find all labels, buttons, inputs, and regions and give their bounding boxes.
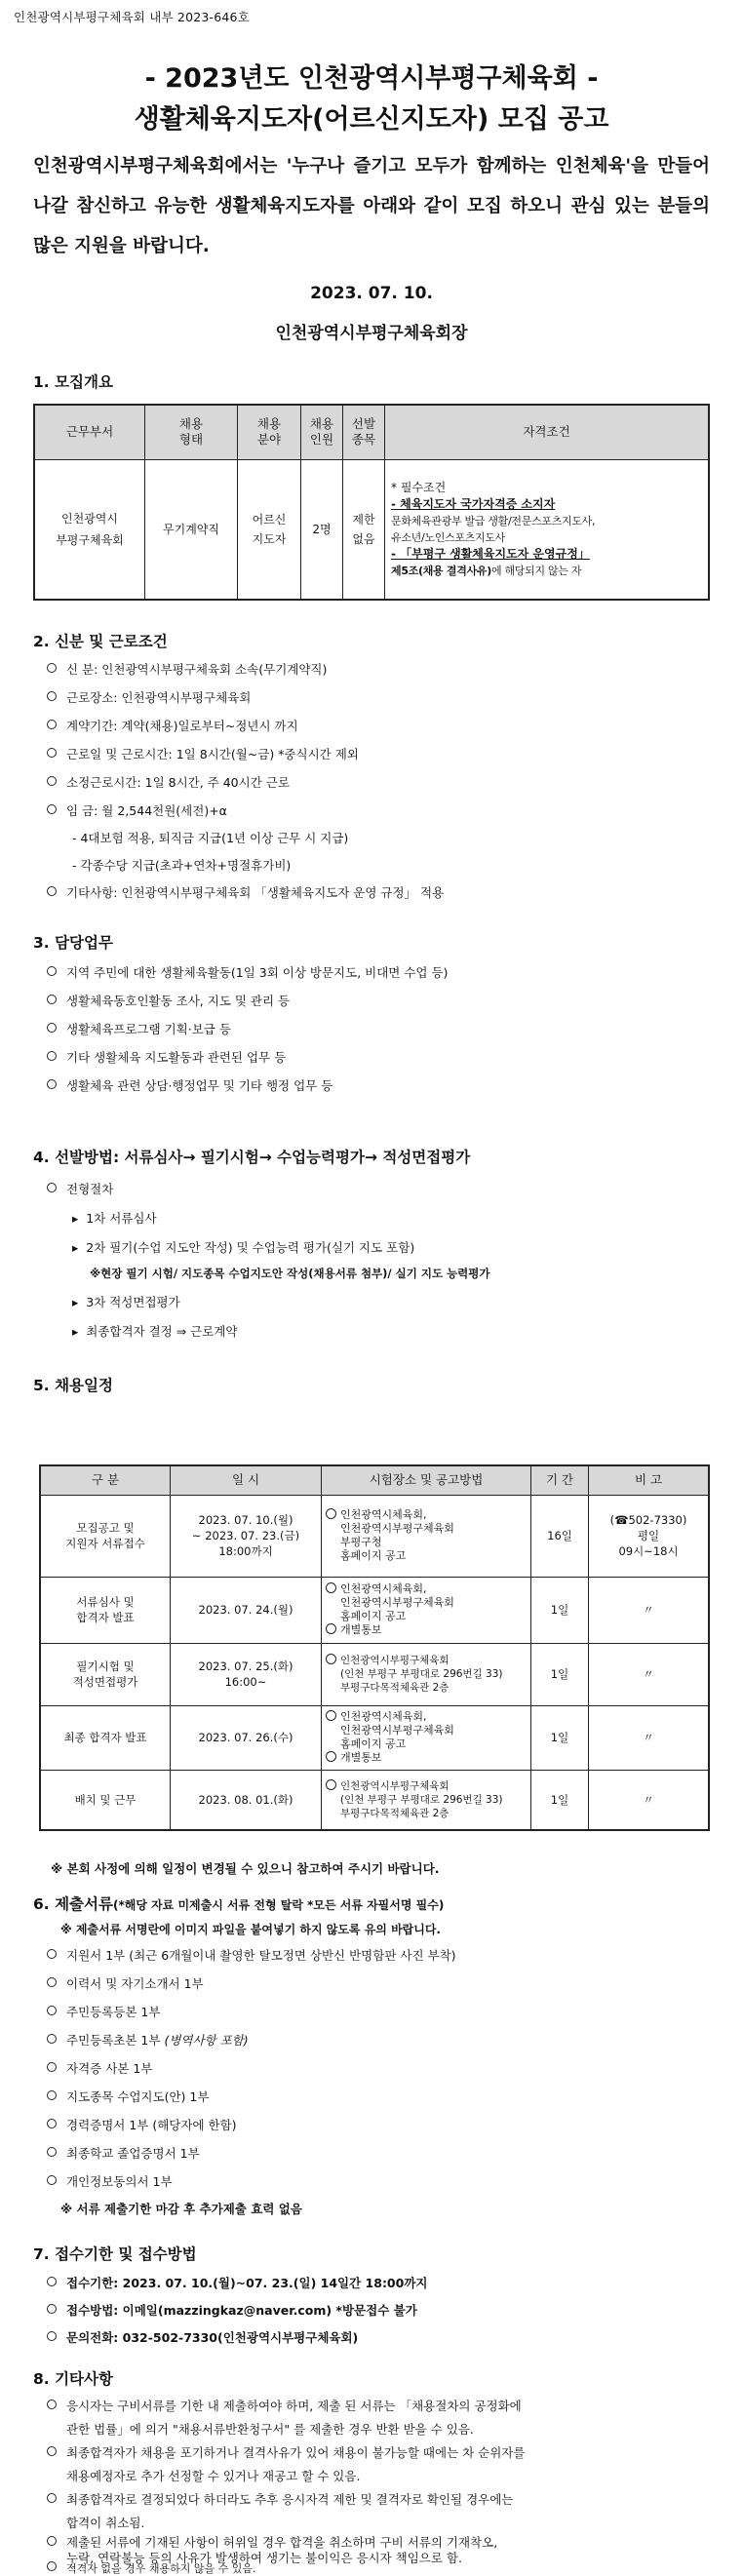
circle-bullet-icon: [326, 1582, 336, 1593]
s3-duty: [47, 1076, 332, 1094]
s8-item: [47, 2560, 256, 2576]
s7-item-text: 접수방법: 이메일(mazzingkaz@naver.com) *방문접수 불가: [66, 2303, 417, 2318]
field-cell: 어르신 지도자: [238, 459, 301, 600]
s2-item-workdays: [47, 745, 359, 762]
place-text: 인천광역시체육회, 인천광역시부평구체육회 부평구청 홈페이지 공고: [340, 1508, 454, 1562]
schedule-period: 1일: [531, 1577, 589, 1643]
header-field: 채용 분야: [238, 405, 301, 459]
circle-bullet-icon: [47, 720, 57, 729]
s8-item-text: 제출된 서류에 기재된 사항이 허위일 경우 합격을 취소하며 구비 서류의 기재착오,: [66, 2535, 498, 2550]
section-8-heading: 8. 기타사항: [33, 2370, 113, 2388]
cond-license-detail-2: 유소년/노인스포츠지도사: [391, 530, 505, 544]
s4-step-text: 3차 적성면접평가: [86, 1295, 180, 1309]
s6-doc: [47, 2088, 209, 2105]
s8-item: [47, 2443, 525, 2461]
circle-bullet-icon: [47, 2400, 57, 2409]
s4-step-text: 1차 서류심사: [86, 1211, 157, 1226]
s3-duty-text: 생활체육 관련 상담·행정업무 및 기타 행정 업무 등: [66, 1078, 333, 1093]
schedule-period: 1일: [531, 1643, 589, 1705]
schedule-remark: 〃: [589, 1643, 710, 1705]
header-text: 근무부서: [65, 424, 114, 440]
circle-bullet-icon: [47, 2536, 57, 2546]
place-text: 인천광역시체육회, 인천광역시부평구체육회 홈페이지 공고: [340, 1582, 454, 1622]
s4-procedure-text: 전형절차: [66, 1182, 114, 1196]
circle-bullet-icon: [47, 1023, 57, 1033]
schedule-when: 2023. 07. 10.(월) ~ 2023. 07. 23.(금) 18:00까지: [171, 1495, 322, 1577]
s6-doc-text: 지도종목 수업지도(안) 1부: [66, 2089, 210, 2104]
s2-item-other: [47, 883, 444, 901]
qualification-cell: [385, 459, 710, 600]
cond-article: 제5조(채용 결격사유): [391, 564, 491, 577]
s6-doc-text: 자격증 사본 1부: [66, 2061, 153, 2076]
circle-bullet-icon: [47, 776, 57, 786]
circle-bullet-icon: [47, 804, 57, 814]
header-dept: [34, 405, 145, 459]
s4-step-text: 최종합격자 결정 ⇒ 근로계약: [86, 1324, 238, 1339]
s6-doc: [47, 2144, 200, 2162]
circle-bullet-icon: [47, 1977, 57, 1987]
s6-heading-note: (*해당 자료 미제출시 서류 전형 탈락 *모든 서류 자필서명 필수): [112, 1898, 445, 1912]
circle-bullet-icon: [326, 1710, 336, 1721]
schedule-header: 비 고: [589, 1465, 710, 1495]
schedule-stage: 필기시험 및 적성면접평가: [40, 1643, 171, 1705]
s2-wage-sub-1: - 4대보험 적용, 퇴직금 지급(1년 이상 근무 시 지급): [72, 831, 349, 845]
type-cell: 무기계약직: [145, 459, 238, 600]
s3-duty-text: 생활체육프로그램 기획·보급 등: [66, 1022, 231, 1036]
circle-bullet-icon: [47, 1051, 57, 1061]
cond-regulation: - 「부평구 생활체육지도자 운영규정」: [391, 546, 590, 561]
s3-duty-text: 지역 주민에 대한 생활체육활동(1일 3회 이상 방문지도, 비대면 수업 등): [66, 965, 449, 980]
section-2-heading: 2. 신분 및 근로조건: [33, 633, 168, 650]
s8-item-cont: 채용예정자로 추가 선정할 수 있거나 재공고 할 수 있음.: [66, 2469, 361, 2483]
count-cell: 2명: [301, 459, 343, 600]
s2-item-text: 신 분: 인천광역시부평구체육회 소속(무기계약직): [66, 662, 328, 677]
s2-item-text: 근로장소: 인천광역시부평구체육회: [66, 690, 252, 705]
schedule-place: [322, 1495, 531, 1577]
s8-item-text: 최종합격자가 채용을 포기하거나 결격사유가 있어 채용이 불가능할 때에는 차 순위자를: [66, 2445, 526, 2460]
schedule-row: [40, 1770, 709, 1830]
s6-doc-text: 주민등록등본 1부: [66, 2005, 161, 2019]
schedule-table: [39, 1464, 710, 1831]
announcement-date: 2023. 07. 10.: [310, 284, 433, 303]
schedule-header: 시험장소 및 공고방법: [322, 1465, 531, 1495]
s6-doc-text: 주민등록초본 1부: [66, 2033, 165, 2048]
section-1-heading: 1. 모집개요: [33, 373, 113, 391]
circle-bullet-icon: [47, 663, 57, 673]
s4-step: [72, 1322, 237, 1340]
recruitment-overview-table: [33, 404, 710, 601]
header-type: 채용 형태: [145, 405, 238, 459]
s6-doc-text: 개인정보동의서 1부: [66, 2174, 173, 2189]
triangle-bullet-icon: ▸: [72, 1240, 87, 1255]
s7-item: [47, 2274, 427, 2291]
circle-bullet-icon: [47, 1949, 57, 1959]
s2-item-contract: [47, 717, 298, 734]
schedule-when: 2023. 07. 26.(수): [171, 1705, 322, 1770]
s2-wage-sub-2: - 각종수당 지급(초과+연차+명절휴가비): [72, 858, 292, 873]
schedule-header: 기 간: [531, 1465, 589, 1495]
s8-item-cont: 합격이 취소됨.: [66, 2516, 145, 2530]
s6-heading-text: 6. 제출서류: [33, 1895, 113, 1913]
s8-item-text: 응시자는 구비서류를 기한 내 제출하여야 하며, 제출 된 서류는 「채용절차의 공정화에: [66, 2399, 522, 2413]
circle-bullet-icon: [47, 2090, 57, 2100]
s4-procedure: [47, 1180, 113, 1197]
circle-bullet-icon: [47, 2446, 57, 2456]
s2-item-text: 기타사항: 인천광역시부평구체육회 「생활체육지도자 운영 규정」 적용: [66, 885, 445, 900]
circle-bullet-icon: [47, 2277, 57, 2286]
s4-step: [72, 1238, 414, 1256]
section-7-heading: 7. 접수기한 및 접수방법: [33, 2245, 197, 2263]
circle-bullet-icon: [47, 2331, 57, 2341]
section-4-heading: 4. 선발방법: 서류심사→ 필기시험→ 수업능력평가→ 적성면접평가: [33, 1149, 471, 1166]
document-number: 인천광역시부평구체육회 내부 2023-646호: [14, 10, 250, 24]
schedule-period: 1일: [531, 1770, 589, 1830]
schedule-remark: 〃: [589, 1577, 710, 1643]
s2-item-text: 근로일 및 근로시간: 1일 8시간(월~금) *중식시간 제외: [66, 747, 359, 761]
circle-bullet-icon: [47, 966, 57, 976]
schedule-note: ※ 본회 사정에 의해 일정이 변경될 수 있으니 참고하여 주시기 바랍니다.: [51, 1861, 440, 1876]
place-text: 인천광역시부평구체육회 (인천 부평구 부평대로 296번길 33) 부평구다목적체육관 2층: [340, 1779, 503, 1819]
s2-item-text: 계약기간: 계약(채용)일로부터~정년시 까지: [66, 719, 298, 733]
s3-duty: [47, 1020, 231, 1037]
circle-bullet-icon: [47, 2304, 57, 2314]
circle-bullet-icon: [326, 1623, 336, 1634]
s6-doc-text: 경력증명서 1부 (해당자에 한함): [66, 2118, 237, 2132]
s6-doc-italic: (병역사항 포함): [164, 2033, 249, 2048]
s8-item-cont: 누락, 연락불능 등의 사유가 발생하여 생기는 불이익은 응시자 책임으로 함.: [66, 2551, 462, 2565]
s2-item-wage: [47, 801, 227, 819]
place-text: 개별통보: [340, 1623, 382, 1636]
section-6-heading: [33, 1893, 444, 1914]
schedule-remark: 〃: [589, 1705, 710, 1770]
sport-cell: 제한 없음: [343, 459, 385, 600]
circle-bullet-icon: [47, 2493, 57, 2503]
s6-doc: [47, 2031, 249, 2049]
circle-bullet-icon: [326, 1751, 336, 1762]
header-count: 채용 인원: [301, 405, 343, 459]
schedule-stage: 서류심사 및 합격자 발표: [40, 1577, 171, 1643]
schedule-row: [40, 1495, 709, 1577]
header-sport: 선발 종목: [343, 405, 385, 459]
place-text: 개별통보: [340, 1751, 382, 1764]
schedule-place: [322, 1705, 531, 1770]
s6-note-bottom: ※ 서류 제출기한 마감 후 추가제출 효력 없음: [60, 2202, 302, 2216]
circle-bullet-icon: [47, 2006, 57, 2015]
schedule-place: [322, 1577, 531, 1643]
circle-bullet-icon: [47, 691, 57, 701]
circle-bullet-icon: [47, 748, 57, 758]
s8-item-text: 적격자 없을 경우 채용하지 않을 수 있음.: [66, 2562, 256, 2575]
place-text: 인천광역시체육회, 인천광역시부평구체육회 홈페이지 공고: [340, 1710, 454, 1750]
cond-license-detail-1: 문화체육관광부 발급 생활/전문스포츠지도사,: [391, 514, 596, 527]
triangle-bullet-icon: ▸: [72, 1211, 87, 1226]
title-line-1: - 2023년도 인천광역시부평구체육회 -: [144, 63, 599, 94]
schedule-row: [40, 1643, 709, 1705]
circle-bullet-icon: [326, 1654, 336, 1664]
schedule-when: 2023. 07. 25.(화) 16:00~: [171, 1643, 322, 1705]
s6-doc: [47, 1974, 204, 1992]
circle-bullet-icon: [47, 2034, 57, 2044]
schedule-stage: 배치 및 근무: [40, 1770, 171, 1830]
s7-item-text: 접수기한: 2023. 07. 10.(월)~07. 23.(일) 14일간 18:00까지: [66, 2276, 428, 2290]
circle-bullet-icon: [47, 1079, 57, 1089]
s8-item-text: 최종합격자로 결정되었다 하더라도 추후 응시자격 제한 및 결격자로 확인될 경우에는: [66, 2492, 514, 2507]
s6-doc: [47, 2116, 237, 2133]
s8-item-cont: 관한 법률」에 의거 "채용서류반환청구서" 를 제출한 경우 반환 받을 수 있음.: [66, 2422, 474, 2437]
s6-doc: [47, 2172, 173, 2190]
s2-item-status: [47, 660, 327, 678]
triangle-bullet-icon: ▸: [72, 1324, 87, 1339]
circle-bullet-icon: [47, 2175, 57, 2185]
circle-bullet-icon: [326, 1508, 336, 1519]
schedule-row: [40, 1577, 709, 1643]
s8-item: [47, 2490, 513, 2508]
s7-item: [47, 2328, 358, 2346]
s6-doc-text: 지원서 1부 (최근 6개월이내 촬영한 탈모정면 상반신 반명함판 사진 부착): [66, 1948, 456, 1963]
schedule-place: [322, 1770, 531, 1830]
schedule-when: 2023. 07. 24.(월): [171, 1577, 322, 1643]
schedule-when: 2023. 08. 01.(화): [171, 1770, 322, 1830]
s4-step: [72, 1293, 180, 1310]
schedule-place: [322, 1643, 531, 1705]
cond-article-tail: 에 해당되지 않는 자: [490, 564, 582, 577]
schedule-period: 16일: [531, 1495, 589, 1577]
cond-regulation-detail: [391, 563, 702, 579]
s3-duty: [47, 992, 290, 1009]
schedule-header: 구 분: [40, 1465, 171, 1495]
s2-item-text: 소정근로시간: 1일 8시간, 주 40시간 근로: [66, 775, 290, 790]
cond-license: - 체육지도자 국가자격증 소지자: [391, 496, 556, 511]
s6-doc: [47, 2059, 152, 2077]
section-3-heading: 3. 담당업무: [33, 934, 113, 952]
s4-step-text: 2차 필기(수업 지도안 작성) 및 수업능력 평가(실기 지도 포함): [86, 1240, 415, 1255]
section-5-heading: 5. 채용일정: [33, 1377, 113, 1394]
circle-bullet-icon: [47, 886, 57, 896]
s6-doc-text: 이력서 및 자기소개서 1부: [66, 1976, 204, 1991]
s3-duty: [47, 1048, 286, 1066]
schedule-header: 일 시: [171, 1465, 322, 1495]
s6-doc: [47, 1946, 456, 1964]
circle-bullet-icon: [47, 2062, 57, 2072]
title-line-2: 생활체육지도자(어르신지도자) 모집 공고: [134, 104, 609, 135]
header-qualification: 자격조건: [385, 405, 710, 459]
triangle-bullet-icon: ▸: [72, 1295, 87, 1309]
s3-duty-text: 기타 생활체육 지도활동과 관련된 업무 등: [66, 1050, 287, 1065]
s2-item-text: 임 금: 월 2,544천원(세전)+α: [66, 803, 227, 818]
s2-item-hours: [47, 773, 290, 791]
dept-cell: 인천광역시 부평구체육회: [34, 459, 145, 600]
schedule-period: 1일: [531, 1705, 589, 1770]
place-text: 인천광역시부평구체육회 (인천 부평구 부평대로 296번길 33) 부평구다목적체육관 2층: [340, 1655, 503, 1694]
schedule-stage: 모집공고 및 지원자 서류접수: [40, 1495, 171, 1577]
s6-doc: [47, 2003, 160, 2020]
schedule-stage: 최종 합격자 발표: [40, 1705, 171, 1770]
circle-bullet-icon: [47, 1183, 57, 1192]
circle-bullet-icon: [47, 2561, 57, 2571]
schedule-row: [40, 1705, 709, 1770]
circle-bullet-icon: [47, 995, 57, 1004]
s6-note-top: ※ 제출서류 서명란에 이미지 파일을 붙여넣기 하지 않도록 유의 바랍니다.: [60, 1923, 441, 1936]
circle-bullet-icon: [47, 2119, 57, 2128]
circle-bullet-icon: [326, 1779, 336, 1790]
s7-item: [47, 2301, 417, 2319]
schedule-remark: (☎502-7330) 평일 09시~18시: [589, 1495, 710, 1577]
schedule-remark: 〃: [589, 1770, 710, 1830]
circle-bullet-icon: [47, 2147, 57, 2157]
s3-duty-text: 생활체육동호인활동 조사, 지도 및 관리 등: [66, 994, 291, 1008]
s4-note: ※현장 필기 시험/ 지도종목 수업지도안 작성(채용서류 첨부)/ 실기 지도 능력평가: [90, 1267, 490, 1280]
intro-paragraph: 인천광역시부평구체육회에서는 '누구나 즐기고 모두가 함께하는 인천체육'을 만들어 나갈 참신하고 유능한 생활체육지도자를 아래와 같이 모집 하오니 관심 있는 분들의 많은 지원을 바랍니다.: [33, 156, 710, 256]
s3-duty: [47, 963, 448, 981]
s7-item-text: 문의전화: 032-502-7330(인천광역시부평구체육회): [66, 2330, 359, 2345]
s4-step: [72, 1209, 157, 1227]
organization-signature: 인천광역시부평구체육회장: [275, 324, 468, 343]
s8-item: [47, 2397, 522, 2414]
s6-doc-text: 최종학교 졸업증명서 1부: [66, 2146, 200, 2161]
s2-item-workplace: [47, 688, 251, 706]
cond-required: * 필수조건: [391, 480, 447, 494]
